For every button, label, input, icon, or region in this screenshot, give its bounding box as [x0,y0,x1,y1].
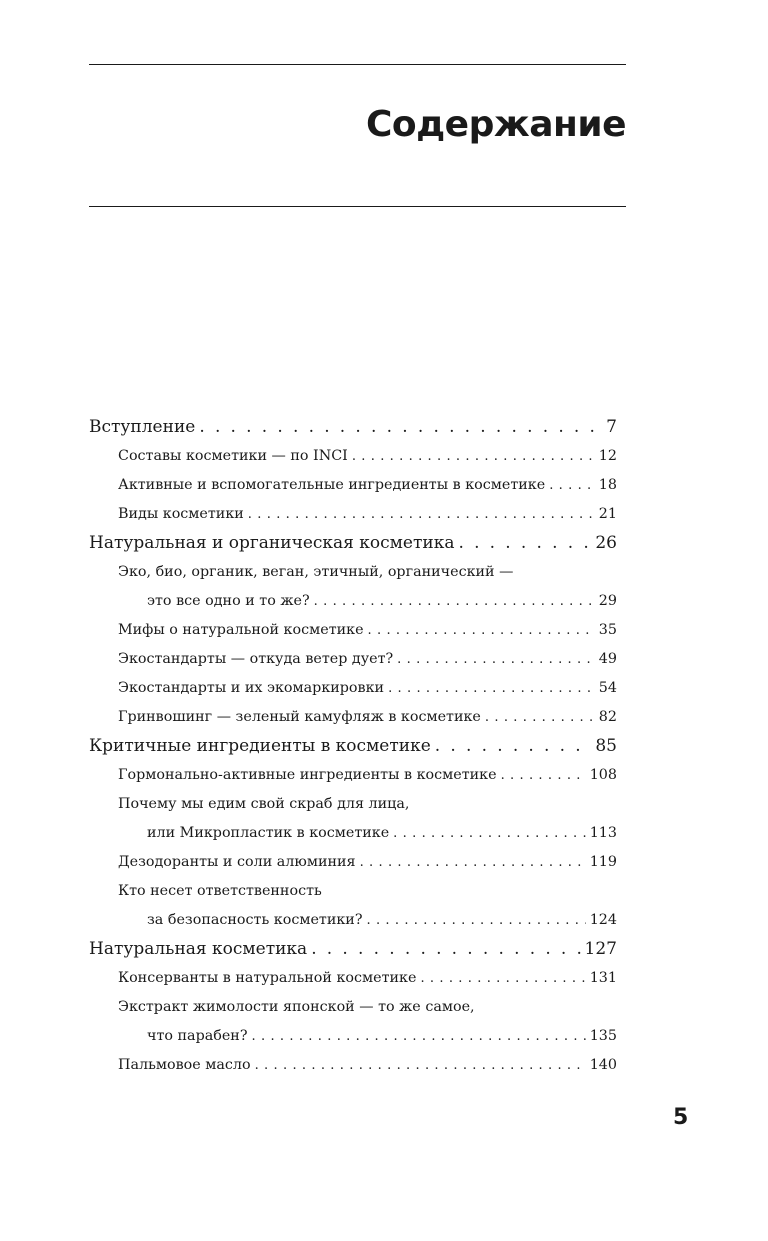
dot-leader [352,442,595,471]
table-of-contents [89,413,617,1080]
dot-leader [311,935,580,964]
toc-entry-title: Составы косметики — по INCI [118,448,348,464]
toc-entry-title: это все одно и то же? [147,593,310,609]
toc-chapter[interactable] [89,732,617,761]
dot-leader [248,500,595,529]
dot-leader [255,1051,586,1080]
dot-leader [393,819,586,848]
toc-section[interactable] [89,964,617,993]
toc-chapter[interactable] [89,529,617,558]
dot-leader [420,964,585,993]
toc-page-number: 131 [589,970,617,986]
toc-entry-title: Экостандарты — откуда ветер дует? [118,651,394,667]
toc-entry-title: Гринвошинг — зеленый камуфляж в косметике [118,709,481,725]
toc-chapter[interactable] [89,413,617,442]
toc-section[interactable] [89,616,617,645]
toc-section[interactable] [89,848,617,877]
toc-entry-title: Активные и вспомогательные ингредиенты в косметике [118,477,546,493]
toc-page-number: 18 [598,477,617,493]
toc-page-number: 29 [598,593,617,609]
toc-page-number: 54 [598,680,617,696]
toc-page-number: 35 [598,622,617,638]
dot-leader [435,732,592,761]
toc-section[interactable] [89,471,617,500]
toc-section[interactable] [89,587,617,616]
bottom-rule [89,206,626,207]
toc-page-number: 140 [589,1057,617,1073]
toc-page-number: 85 [595,736,617,756]
toc-section[interactable] [89,1022,617,1051]
toc-section[interactable] [89,674,617,703]
toc-section-title-line[interactable]: Почему мы едим свой скраб для лица, [118,796,410,812]
toc-page-number: 12 [598,448,617,464]
toc-section[interactable] [89,500,617,529]
dot-leader [388,674,595,703]
toc-section-title-line[interactable]: Экстракт жимолости японской — то же самое, [118,999,475,1015]
toc-page-number: 124 [589,912,617,928]
dot-leader [368,616,595,645]
toc-entry-title: что парабен? [147,1028,248,1044]
toc-page-number: 108 [589,767,617,783]
toc-entry-title: или Микропластик в косметике [147,825,390,841]
dot-leader [501,761,586,790]
toc-page-number: 49 [598,651,617,667]
toc-entry-title: Гормонально-активные ингредиенты в косметике [118,767,497,783]
toc-entry-title: Пальмовое масло [118,1057,251,1073]
toc-section[interactable] [89,645,617,674]
toc-page-number: 113 [589,825,617,841]
toc-page-number: 21 [598,506,617,522]
toc-chapter[interactable] [89,935,617,964]
toc-page-number: 135 [589,1028,617,1044]
dot-leader [252,1022,586,1051]
toc-section[interactable] [89,1051,617,1080]
dot-leader [366,906,585,935]
toc-entry-title: Консерванты в натуральной косметике [118,970,417,986]
toc-section[interactable] [89,906,617,935]
dot-leader [549,471,595,500]
toc-entry-title: Мифы о натуральной косметике [118,622,364,638]
dot-leader [397,645,595,674]
toc-section-title-line[interactable]: Кто несет ответственность [118,883,322,899]
toc-page-number: 26 [595,533,617,553]
dot-leader [360,848,586,877]
dot-leader [199,413,602,442]
toc-entry-title: Натуральная косметика [89,939,308,959]
dot-leader [314,587,595,616]
toc-section[interactable] [89,761,617,790]
toc-entry-title: за безопасность косметики? [147,912,363,928]
toc-entry-title: Дезодоранты и соли алюминия [118,854,356,870]
toc-entry-title: Вступление [89,417,196,437]
toc-section-title-line[interactable]: Эко, био, органик, веган, этичный, органический — [118,564,514,580]
folio-page-number: 5 [673,1105,689,1130]
toc-section[interactable] [89,442,617,471]
top-rule [89,64,626,65]
toc-section[interactable] [89,703,617,732]
toc-entry-title: Экостандарты и их экомаркировки [118,680,385,696]
toc-page-number: 82 [598,709,617,725]
toc-page-number: 127 [584,939,617,959]
toc-entry-title: Натуральная и органическая косметика [89,533,455,553]
toc-page-number: 7 [606,417,617,437]
dot-leader [485,703,595,732]
toc-entry-title: Виды косметики [118,506,244,522]
page-title: Содержание [365,104,626,145]
toc-entry-title: Критичные ингредиенты в косметике [89,736,431,756]
toc-page-number: 119 [589,854,617,870]
toc-section[interactable] [89,819,617,848]
dot-leader [458,529,591,558]
